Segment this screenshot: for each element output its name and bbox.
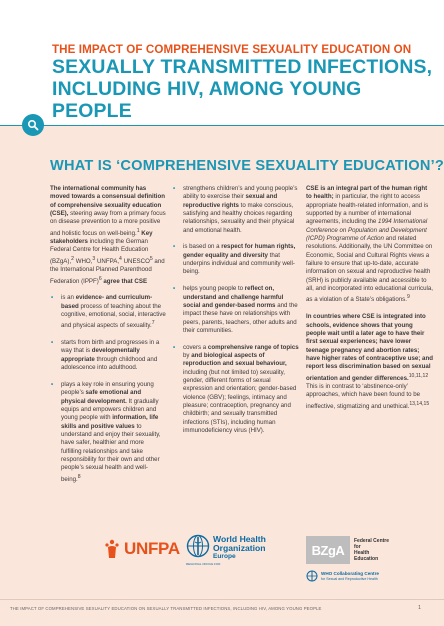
page-number: 1 [418, 605, 422, 611]
search-icon [22, 114, 44, 136]
who-logo: World Health Organization REGIONAL OFFICE FOR Europe [186, 534, 266, 566]
intro-paragraph: The international community has moved towards a consensual definition of comprehensive sexuality education (CSE), steering away from a primary focus on disease prevention to a more positive and holistic focus on well-being.$^1$ Key stakeholders including the German Federal Centre for Health Education (BZgA),$^2$ WHO,$^3$ UNFPA,$^4$ UNESCO$^5$ and the International Planned Parenthood Federation (IPPF)$^6$ agree that CSE [50, 185, 166, 285]
footer-divider [0, 599, 444, 600]
text-column-1 [50, 185, 166, 492]
list-item: • plays a key role in ensuring young people’s safe emotional and physical development. It gradually equips and empowers children and young people with information, life skills and positive values to understand and enjoy their sexuality, have safer, healthier and more fulfilling relationships and take responsibility for their own and other people’s sexual health and well-being.$^8$ [50, 381, 166, 484]
list-item: • strengthens children’s and young people’s ability to exercise their sexual and reproductive rights to make conscious, satisfying and healthy choices regarding relationships, sexuality and their physical and emotional health. [172, 185, 300, 235]
evidence-paragraph: In countries where CSE is integrated into schools, evidence shows that young people wait until a later age to have their first sexual experiences; have lower teenage pregnancy and abortion rates; have higher rates of contraceptive use; and report less discrimination based on sexual orientation and gender differences.$^{10,11,12}$ This is in contrast to ‘abstinence-only’ approaches, which have been found to be ineffective, stigmatizing and unethical.$^{13,14,15}$ [306, 313, 433, 410]
section-heading: WHAT IS ‘COMPREHENSIVE SEXUALITY EDUCATION’? [50, 158, 444, 174]
list-item: • helps young people to reflect on, understand and challenge harmful social and gender-based norms and the impact these have on relationships with peers, parents, teachers, other adults and their communities. [172, 285, 300, 335]
document-title: SEXUALLY TRANSMITTED INFECTIONS, INCLUDING HIV, AMONG YOUNG PEOPLE [52, 56, 433, 122]
globe-icon [186, 534, 210, 558]
footer-title: THE IMPACT OF COMPREHENSIVE SEXUALITY EDUCATION ON SEXUALLY TRANSMITTED INFECTIONS, INCLUDING HIV, AMONG YOUNG PEOPLE [10, 606, 322, 611]
globe-icon [306, 570, 318, 582]
text-column-3 [306, 185, 434, 420]
unfpa-icon [104, 538, 120, 560]
list-item: • covers a comprehensive range of topics by and biological aspects of reproduction and sexual behaviour, including (but not limited to) sexuality, gender, different forms of sexual expression and orientation; gender-based violence (GBV); feelings, intimacy and pleasure; contraception, pregnancy and childbirth; and sexually transmitted infections (STIs), including human immunodeficiency virus (HIV). [172, 344, 300, 436]
list-item: • starts from birth and progresses in a way that is developmentally appropriate through childhood and adolescence into adulthood. [50, 339, 166, 372]
who-collaborating-centre: WHO Collaborating Centre for Sexual and Reproductive Health [306, 568, 416, 584]
title-kicker: THE IMPACT OF COMPREHENSIVE SEXUALITY EDUCATION ON [52, 43, 412, 56]
rights-paragraph: CSE is an integral part of the human right to health; in particular, the right to access appropriate health-related information, and is supported by a number of international agreements, including the 1994 International Conference on Population and Development (ICPD) Programme of Action and related resolutions. Additionally, the UN Committee on Economic, Social and Cultural Rights views a failure to ensure that up-to-date, accurate information on sexual and reproductive health (SRH) is publicly available and accessible to all, and incorporated into educational curricula, as a violation of a State’s obligations.$^9$ [306, 185, 433, 304]
list-item: • is based on a respect for human rights, gender equality and diversity that underpins individual and community well-being. [172, 243, 300, 276]
header-divider [0, 125, 444, 126]
bzga-logo: BZgA Federal Centre for Health Education WHO Collaborating Centre for Sexual and Reproductive Health [306, 536, 416, 586]
list-item: • is an evidence- and curriculum-based process of teaching about the cognitive, emotional, social, interactive and physical aspects of sexuality.$^7$ [50, 294, 166, 330]
partner-logos [0, 534, 444, 590]
unfpa-logo: UNFPA [104, 538, 180, 560]
text-column-2 [172, 185, 300, 444]
